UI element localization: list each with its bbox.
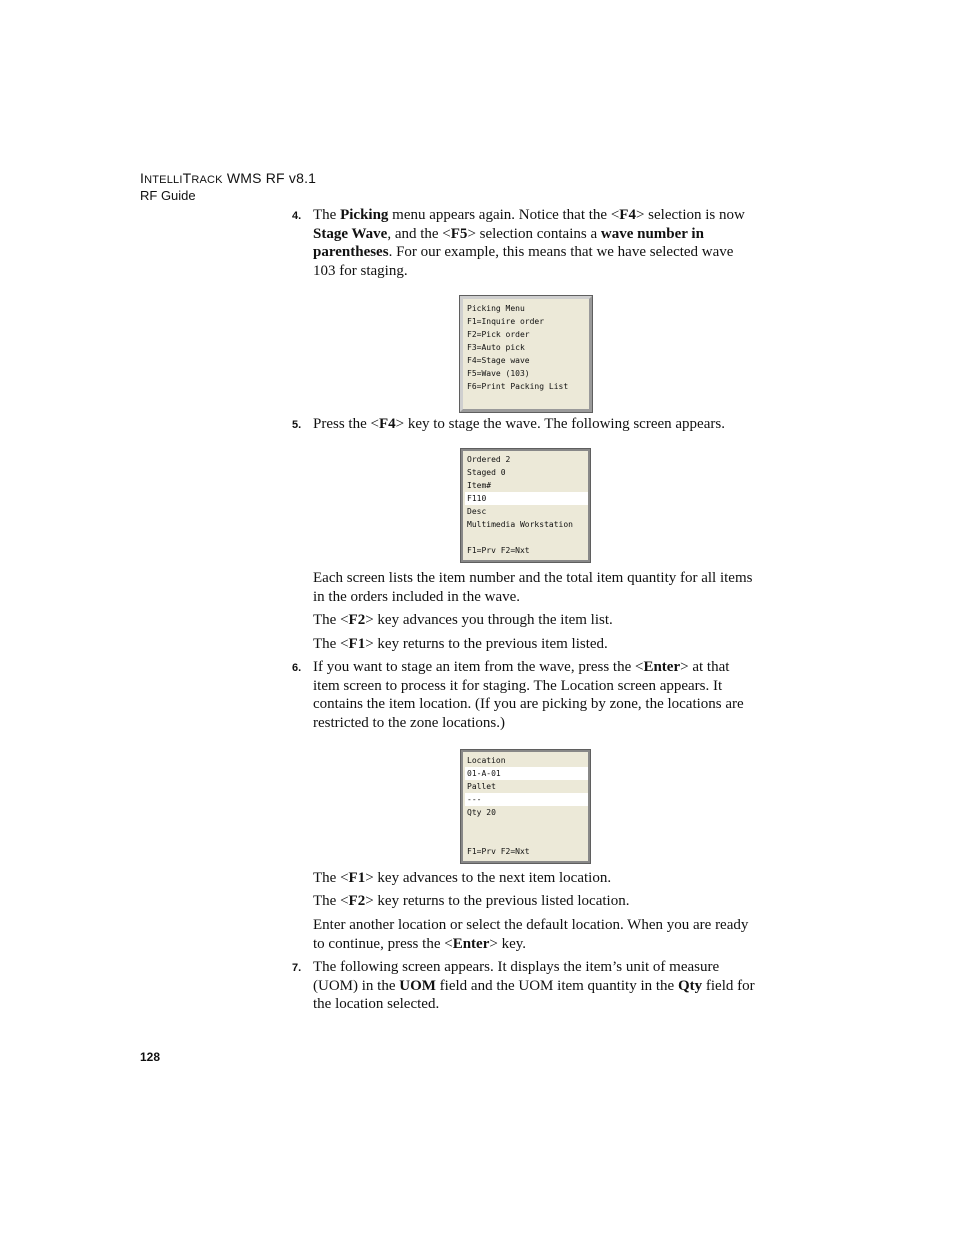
page-number: 128 — [140, 1050, 161, 1064]
rf-input-location[interactable]: 01-A-01 — [465, 767, 588, 780]
rf-screen-stage-item — [461, 449, 590, 562]
rf-line — [465, 531, 588, 544]
rf-line: F2=Pick order — [467, 330, 530, 339]
rf-screen-location — [461, 750, 590, 863]
rf-line — [465, 819, 588, 832]
paragraph-enter-location: Enter another location or select the default location. When you are ready to continue, press the <Enter> key. — [313, 917, 749, 952]
rf-input-item[interactable]: F110 — [465, 492, 588, 505]
rf-line: Desc — [467, 507, 487, 516]
running-header-title: INTELLITRACK WMS RF v8.1 — [140, 170, 317, 186]
rf-input-field[interactable]: --- — [465, 793, 588, 806]
paragraph-f2-location: The <F2> key returns to the previous listed location. — [313, 893, 630, 909]
step-number: 6. — [292, 662, 302, 674]
rf-line: Multimedia Workstation — [467, 520, 573, 529]
rf-line: Picking Menu — [467, 304, 525, 313]
step-text: If you want to stage an item from the wave, press the <Enter> at that item screen to process it for staging. The Location screen appears. It contains the item location. (If you are picking by zone, the locations are restricted to the zone locations.) — [313, 659, 744, 731]
paragraph-f2-key: The <F2> key advances you through the item list. — [313, 612, 613, 628]
rf-line: Location — [467, 756, 506, 765]
step-number: 5. — [292, 419, 302, 431]
paragraph-each-screen: Each screen lists the item number and the total item quantity for all items in the orders included in the wave. — [313, 570, 753, 605]
rf-line: Pallet — [467, 782, 496, 791]
step-number: 7. — [292, 962, 302, 974]
step-text: The following screen appears. It displays the item’s unit of measure (UOM) in the UOM field and the UOM item quantity in the Qty field for the location selected. — [313, 959, 755, 1013]
rf-line: F5=Wave (103) — [467, 369, 530, 378]
rf-line: Staged 0 — [467, 468, 506, 477]
rf-line: F1=Inquire order — [467, 317, 545, 326]
rf-line: F4=Stage wave — [467, 356, 530, 365]
step-number: 4. — [292, 210, 302, 222]
rf-line: Ordered 2 — [467, 455, 511, 464]
rf-line: F3=Auto pick — [467, 343, 525, 352]
rf-line — [465, 832, 588, 845]
rf-line: Qty 20 — [467, 808, 496, 817]
paragraph-f1-key: The <F1> key returns to the previous item listed. — [313, 636, 608, 652]
rf-screen-picking-menu — [460, 296, 592, 412]
step-text: Press the <F4> key to stage the wave. The following screen appears. — [313, 416, 725, 432]
rf-function-keys: F1=Prv F2=Nxt — [467, 546, 530, 555]
rf-function-keys: F1=Prv F2=Nxt — [467, 847, 530, 856]
running-header-subtitle: RF Guide — [140, 188, 196, 203]
step-text: The Picking menu appears again. Notice that the <F4> selection is now Stage Wave, and the <F5> selection contains a wave number in parentheses. For our example, this means that we have selected wave 103 for staging. — [313, 207, 745, 279]
rf-line: F6=Print Packing List — [467, 382, 569, 391]
rf-line: Item# — [467, 481, 492, 490]
paragraph-f1-location: The <F1> key advances to the next item location. — [313, 870, 612, 886]
